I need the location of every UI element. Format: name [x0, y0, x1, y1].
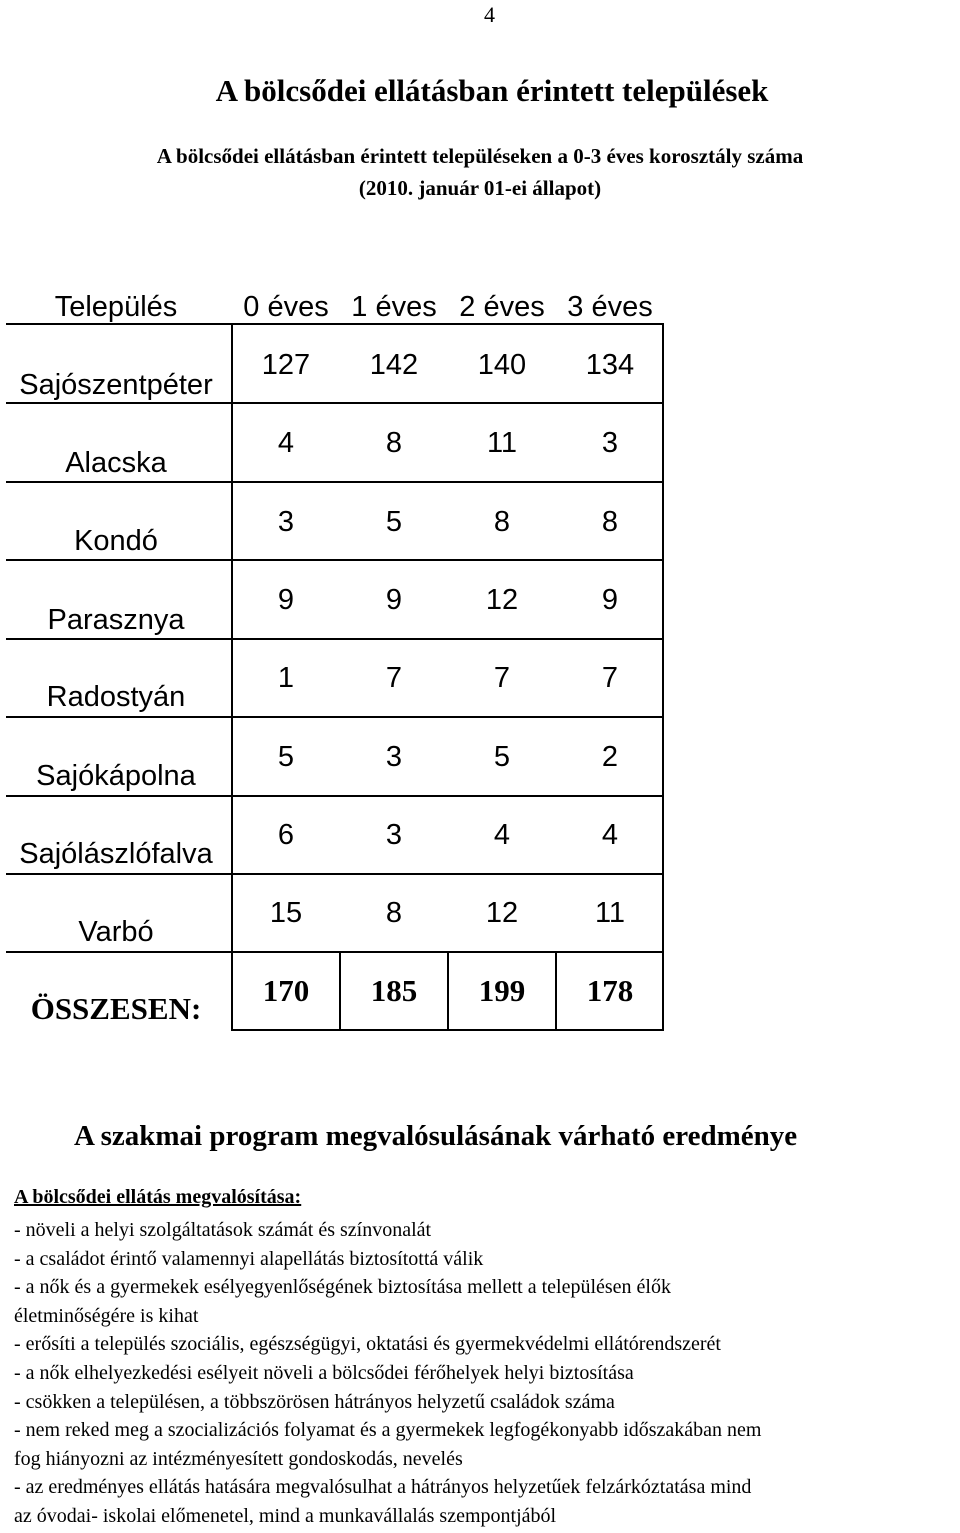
header-age-1: 1 éves	[351, 291, 437, 323]
table-cell: 3	[385, 819, 403, 851]
table-rule	[447, 952, 449, 1031]
total-cell: 170	[262, 973, 310, 1008]
list-item: - erősíti a település szociális, egészségügyi, oktatási és gyermekvédelmi ellátórendszerét	[14, 1333, 721, 1356]
table-rule	[555, 952, 557, 1031]
row-name-sajokapolna: Sajókápolna	[36, 760, 196, 792]
table-cell: 127	[261, 349, 311, 381]
list-item: - növeli a helyi szolgáltatások számát és színvonalát	[14, 1219, 432, 1241]
table-cell: 7	[385, 662, 403, 694]
total-cell: 178	[586, 973, 634, 1008]
subtitle-line-1: A bölcsődei ellátásban érintett településeken a 0-3 éves korosztály száma	[156, 144, 804, 168]
list-item: - csökken a településen, a többszörösen hátrányos helyzetű családok száma	[14, 1390, 615, 1413]
table-cell: 12	[485, 897, 519, 929]
table-cell: 8	[385, 897, 403, 929]
row-name-sajolaszlofalva: Sajólászlófalva	[19, 838, 213, 870]
table-cell: 6	[277, 819, 295, 851]
total-cell: 185	[370, 973, 418, 1008]
page-subtitle	[0, 140, 960, 204]
row-name-parasznya: Parasznya	[47, 604, 185, 636]
total-cell: 199	[478, 973, 526, 1008]
list-item: - a nők és a gyermekek esélyegyenlőségének biztosítása mellett a településen élők	[14, 1276, 671, 1299]
table-cell: 3	[385, 741, 403, 773]
table-cell: 5	[277, 741, 295, 773]
table-rule	[662, 324, 664, 1031]
table-cell: 9	[277, 584, 295, 616]
table-rule	[6, 951, 664, 953]
list-item: életminőségére is kihat	[14, 1304, 199, 1327]
header-settlement: Település	[54, 291, 178, 323]
row-name-radostyan: Radostyán	[46, 681, 186, 713]
list-item: - a nők elhelyezkedési esélyeit növeli a bölcsődei férőhelyek helyi biztosítása	[14, 1361, 634, 1384]
table-cell: 11	[594, 897, 626, 929]
table-cell: 9	[385, 584, 403, 616]
table-cell: 8	[601, 506, 619, 538]
table-cell: 15	[269, 897, 303, 929]
table-cell: 7	[493, 662, 511, 694]
table-rule	[6, 873, 664, 875]
table-rule	[6, 716, 664, 718]
table-cell: 7	[601, 662, 619, 694]
table-cell: 140	[477, 349, 527, 381]
table-cell: 3	[277, 506, 295, 538]
table-rule	[6, 402, 664, 404]
table-cell: 4	[493, 819, 511, 851]
table-rule	[6, 481, 664, 483]
table-cell: 5	[493, 741, 511, 773]
table-cell: 8	[385, 427, 403, 459]
table-cell: 8	[493, 506, 511, 538]
table-cell: 9	[601, 584, 619, 616]
row-name-sajoszentpeter: Sajószentpéter	[19, 369, 213, 401]
page-number: 4	[484, 2, 495, 27]
results-list	[14, 1216, 954, 1531]
row-name-total: ÖSSZESEN:	[30, 991, 202, 1026]
list-item: - az eredményes ellátás hatására megvalósulhat a hátrányos helyzetűek felzárkóztatása mind	[14, 1476, 752, 1499]
list-item: - nem reked meg a szocializációs folyamat és a gyermekek legfogékonyabb időszakában nem	[14, 1419, 762, 1442]
table-cell: 4	[277, 427, 295, 459]
list-item: fog hiányozni az intézményesített gondoskodás, nevelés	[14, 1447, 463, 1470]
table-cell: 142	[369, 349, 419, 381]
table-rule	[339, 952, 341, 1031]
header-age-3: 3 éves	[567, 291, 653, 323]
table-rule	[231, 324, 233, 1031]
table-cell: 3	[601, 427, 619, 459]
table-rule	[6, 323, 664, 325]
list-item: az óvodai- iskolai előmenetel, mind a munkavállalás szempontjából	[14, 1504, 557, 1527]
table-cell: 1	[277, 662, 295, 694]
table-rule	[6, 559, 664, 561]
table-rule	[6, 638, 664, 640]
table-cell: 12	[485, 584, 519, 616]
header-age-0: 0 éves	[243, 291, 329, 323]
table-cell: 134	[585, 349, 635, 381]
section-subtitle: A bölcsődei ellátás megvalósítása:	[14, 1186, 302, 1208]
header-age-2: 2 éves	[459, 291, 545, 323]
subtitle-line-2: (2010. január 01-ei állapot)	[358, 176, 602, 200]
table-cell: 2	[601, 741, 619, 773]
table-cell: 5	[385, 506, 403, 538]
table-cell: 4	[601, 819, 619, 851]
age-table	[0, 280, 664, 1032]
page-title: A bölcsődei ellátásban érintett települések	[215, 73, 769, 108]
row-name-varbo: Varbó	[78, 916, 154, 948]
list-item: - a családot érintő valamennyi alapellátás biztosítottá válik	[14, 1247, 484, 1270]
table-rule	[6, 795, 664, 797]
row-name-alacska: Alacska	[65, 447, 167, 479]
section-title: A szakmai program megvalósulásának várható eredménye	[74, 1120, 798, 1152]
table-cell: 11	[486, 427, 518, 459]
row-name-kondo: Kondó	[74, 525, 158, 557]
